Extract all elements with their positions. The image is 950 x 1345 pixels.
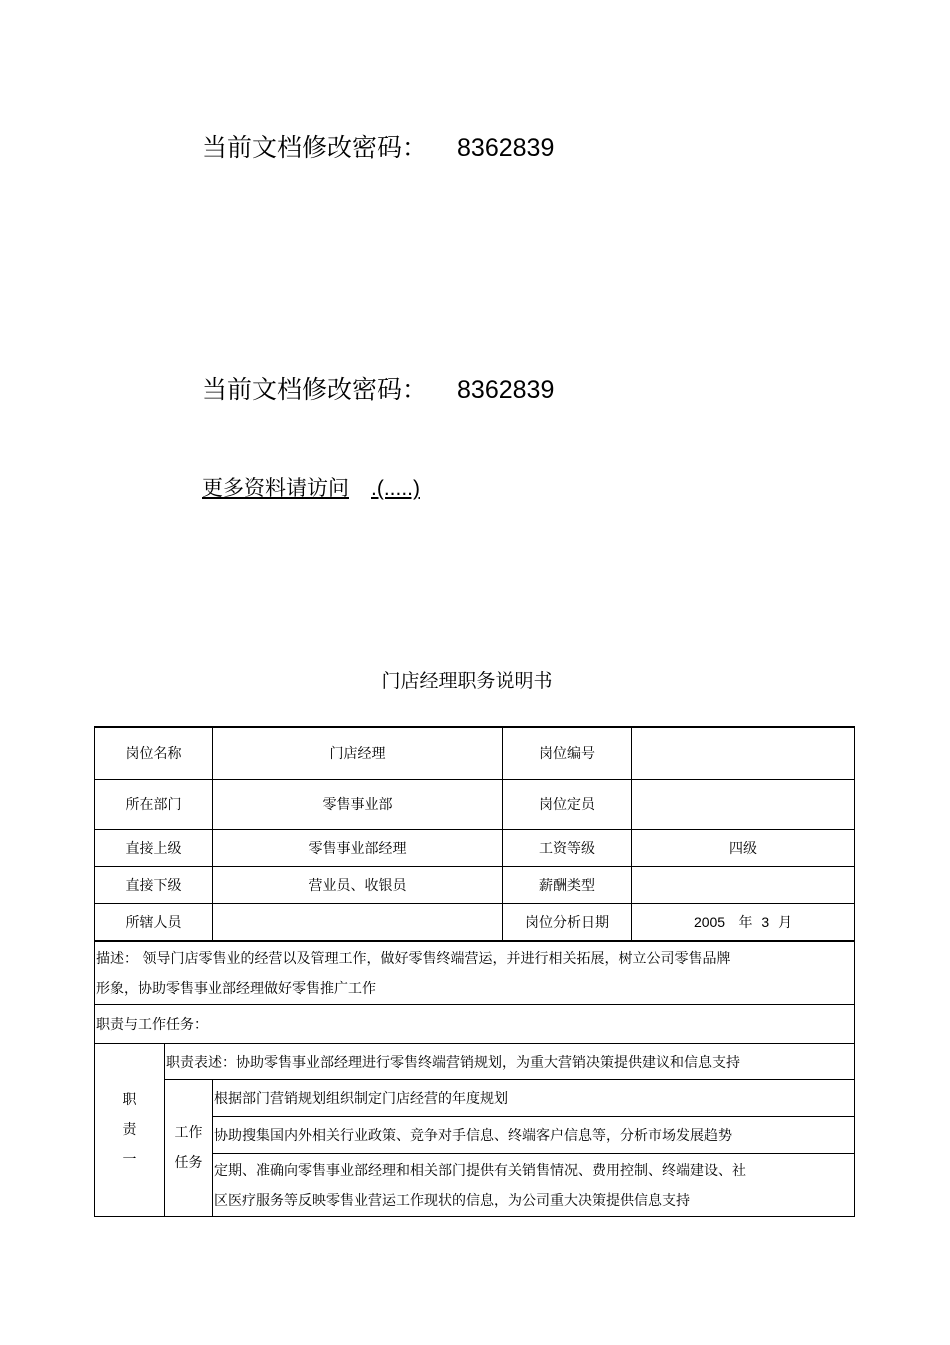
table-row bbox=[95, 829, 855, 866]
password-line-1 bbox=[202, 128, 554, 164]
table-row bbox=[95, 1080, 855, 1117]
password-value: 8362839 bbox=[457, 134, 555, 162]
more-info-link[interactable] bbox=[202, 472, 420, 502]
table-row bbox=[95, 941, 855, 1005]
description-line-1: 描述： 领导门店零售业的经营以及管理工作，做好零售终端营运，并进行相关拓展，树立公司零售品牌 bbox=[96, 951, 731, 967]
description-line-2: 形象，协助零售事业部经理做好零售推广工作 bbox=[96, 981, 376, 997]
position-code-value bbox=[632, 727, 855, 779]
password-label: 当前文档修改密码： bbox=[202, 375, 428, 404]
analysis-date-label: 岗位分析日期 bbox=[503, 903, 632, 941]
password-line-2 bbox=[202, 370, 554, 406]
department-label: 所在部门 bbox=[95, 779, 213, 829]
task-item: 根据部门营销规划组织制定门店经营的年度规划 bbox=[213, 1080, 855, 1117]
superior-label: 直接上级 bbox=[95, 829, 213, 866]
document-title: 门店经理职务说明书 bbox=[381, 670, 553, 692]
headcount-value bbox=[632, 779, 855, 829]
password-label: 当前文档修改密码： bbox=[202, 133, 428, 162]
subordinate-label: 直接下级 bbox=[95, 866, 213, 903]
more-info-url: .(.....) bbox=[371, 477, 420, 500]
pay-type-value bbox=[632, 866, 855, 903]
table-row bbox=[95, 866, 855, 903]
job-description-table bbox=[94, 726, 855, 1217]
analysis-month-unit: 月 bbox=[778, 914, 793, 931]
password-value: 8362839 bbox=[457, 376, 555, 404]
position-code-label: 岗位编号 bbox=[503, 727, 632, 779]
salary-grade-label: 工资等级 bbox=[503, 829, 632, 866]
analysis-year: 2005 bbox=[693, 913, 726, 930]
table-row bbox=[95, 903, 855, 941]
headcount-label: 岗位定员 bbox=[503, 779, 632, 829]
table-row bbox=[95, 1005, 855, 1044]
more-info-text: 更多资料请访问 bbox=[202, 476, 349, 500]
table-row bbox=[95, 1044, 855, 1080]
job-description bbox=[95, 941, 855, 1005]
analysis-year-unit: 年 bbox=[738, 914, 753, 931]
table-row bbox=[95, 727, 855, 779]
duty-one-label: 职 责 一 bbox=[95, 1044, 165, 1217]
salary-grade-value: 四级 bbox=[632, 829, 855, 866]
position-name-value: 门店经理 bbox=[213, 727, 503, 779]
position-name-label: 岗位名称 bbox=[95, 727, 213, 779]
subordinate-value: 营业员、收银员 bbox=[213, 866, 503, 903]
task-item: 定期、准确向零售事业部经理和相关部门提供有关销售情况、费用控制、终端建设、社 区医疗服务等反映零售业营运工作现状的信息，为公司重大决策提供信息支持 bbox=[213, 1154, 855, 1217]
duty-one-statement: 职责表述：协助零售事业部经理进行零售终端营销规划，为重大营销决策提供建议和信息支持 bbox=[165, 1044, 855, 1080]
department-value: 零售事业部 bbox=[213, 779, 503, 829]
task-label: 工作 任务 bbox=[165, 1080, 213, 1217]
analysis-date-value bbox=[632, 903, 855, 941]
table-row bbox=[95, 779, 855, 829]
task-item: 协助搜集国内外相关行业政策、竞争对手信息、终端客户信息等，分析市场发展趋势 bbox=[213, 1117, 855, 1154]
pay-type-label: 薪酬类型 bbox=[503, 866, 632, 903]
duties-heading: 职责与工作任务： bbox=[95, 1005, 855, 1044]
analysis-month: 3 bbox=[761, 913, 770, 930]
managed-staff-label: 所辖人员 bbox=[95, 903, 213, 941]
managed-staff-value bbox=[213, 903, 503, 941]
superior-value: 零售事业部经理 bbox=[213, 829, 503, 866]
